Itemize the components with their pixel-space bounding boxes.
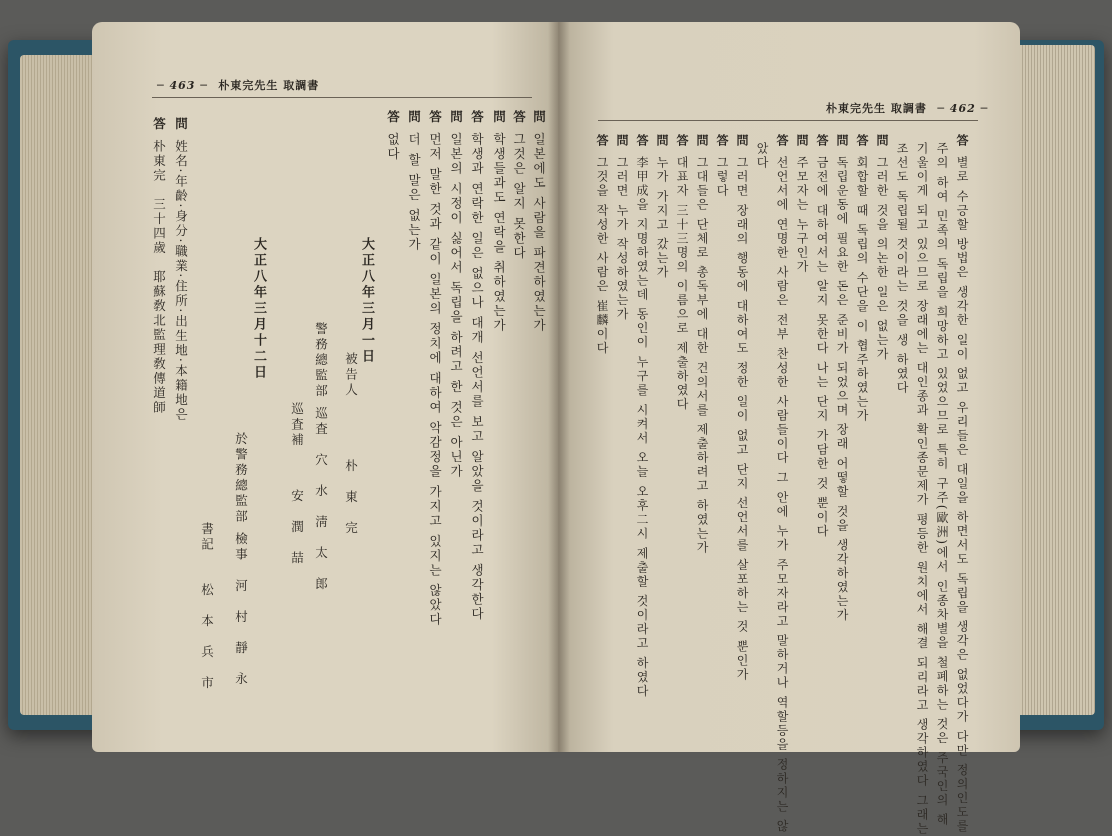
book-gutter bbox=[548, 22, 570, 752]
left-page-header bbox=[157, 77, 325, 93]
qa-column: 問더 할 말은 없는가 bbox=[406, 110, 422, 252]
page-number: ─ 462 ─ bbox=[937, 102, 989, 115]
qa-column: 問일본에도 사람을 파견하였는가 bbox=[531, 110, 547, 333]
signature-line: 於警務總監部 檢事河 村 靜 永 bbox=[233, 432, 249, 688]
qa-column: 問학생들과도 연락을 취하였는가 bbox=[491, 110, 507, 333]
qa-column: 問주모자는 누구인가 bbox=[795, 134, 809, 274]
qa-column: 答선언서에 연명한 사람은 전부 찬성한 사람들이다 그 안에 누가 주모자라고 말하거나 역할등을 정하지는 않 bbox=[775, 134, 789, 834]
qa-column: 答회합할 때 독립의 수단을 이 협주하였는가 bbox=[855, 134, 869, 424]
running-title: 朴東完先生 取調書 bbox=[218, 79, 320, 92]
qa-column: 問그러면 장래의 행동에 대하여도 정한 일이 없고 단지 선언서를 살포하는 것 뿐인가 bbox=[735, 134, 749, 682]
qa-column: 조선도 독립될 것이라는 것을 생 하였다 bbox=[895, 142, 909, 396]
qa-column: 問누가 가지고 갔는가 bbox=[655, 134, 669, 280]
qa-column: 問독립운동에 필요한 돈은 준비가 되었으며 장래 어떻할 것을 생각하였는가 bbox=[835, 134, 849, 623]
qa-column: 問그러한 것을 의논한 일은 없는가 bbox=[875, 134, 889, 362]
signature-line: 被告人朴 東 完 bbox=[343, 352, 359, 536]
header-rule bbox=[598, 120, 978, 121]
qa-column: 答李甲成을 지명하였는데 동인이 누구를 시켜서 오늘 오후二시 제출할 것이라고 하였다 bbox=[635, 134, 649, 699]
qa-column: 答별로 수긍할 방법은 생각한 일이 없고 우리들은 대일을 하면서도 독립을 생각은 없었다가 다만 정의인도를 bbox=[955, 134, 969, 834]
signature-line: 警務總監部 巡査穴 水 淸 太 郎 bbox=[313, 322, 329, 593]
document-date: 大正八年三月十二日 bbox=[251, 237, 266, 381]
document-date: 大正八年三月一日 bbox=[359, 237, 374, 365]
header-rule bbox=[152, 97, 532, 98]
signature-line: 巡査補安 潤 喆 bbox=[289, 402, 305, 566]
right-page bbox=[558, 22, 1020, 836]
page-number: ─ 463 ─ bbox=[157, 79, 208, 92]
left-page bbox=[92, 22, 562, 752]
qa-column: 答학생과 연락한 일은 없으나 대개 선언서를 보고 알았을 것이라고 생각한다 bbox=[469, 110, 485, 622]
page-edges-left bbox=[20, 55, 100, 715]
qa-column: 問그러면 누가 작성하였는가 bbox=[615, 134, 629, 322]
qa-column: 았다 bbox=[755, 142, 769, 170]
qa-column: 答그렇다 bbox=[715, 134, 729, 198]
qa-column: 기울이게 되고 있으므로 장래에는 대인종과 확인종문제가 평등한 원치에서 해결 되리라고 생각하였다 그래는 bbox=[915, 142, 929, 836]
qa-column: 答朴東完 三十四歲 耶蘇敎北監理敎傳道師 bbox=[151, 117, 167, 415]
qa-column: 答금전에 대하여서는 알지 못한다 나는 단지 가담한 것 뿐이다 bbox=[815, 134, 829, 539]
qa-column: 答먼저 말한 것과 같이 일본의 정치에 대하여 악감정을 가지고 있지는 않았다 bbox=[427, 110, 443, 628]
qa-column: 問姓名·年齡·身分·職業·住所·出生地·本籍地은 bbox=[173, 117, 189, 422]
qa-column: 答대표자 三十三명의 이름으로 제출하였다 bbox=[675, 134, 689, 412]
running-title: 朴東完先生 取調書 bbox=[826, 102, 927, 115]
qa-column: 答없다 bbox=[385, 110, 401, 162]
qa-column: 주의 하여 민족의 독립을 희망하고 있었으므로 특히 구주(歐洲)에서 인종차별을 철폐하는 것은 주국인의 해 bbox=[935, 142, 949, 828]
qa-column: 問그대들은 단체로 총독부에 대한 건의서를 제출하려고 하였는가 bbox=[695, 134, 709, 555]
signature-line: 書記松 本 兵 市 bbox=[199, 522, 215, 692]
qa-column: 答그것은 알지 못한다 bbox=[511, 110, 527, 261]
right-page-header bbox=[820, 100, 988, 116]
qa-column: 問일본의 시정이 싫어서 독립을 하려고 한 것은 아닌가 bbox=[448, 110, 464, 479]
qa-column: 答그것을 작성한 사람은 崔麟이다 bbox=[595, 134, 609, 356]
